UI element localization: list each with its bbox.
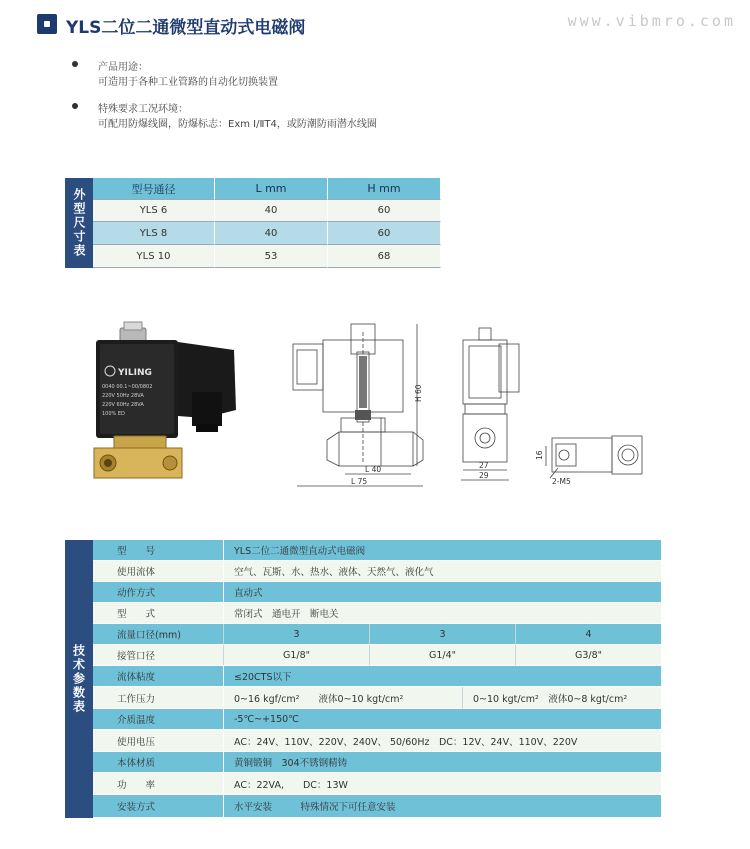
row-label: 使用电压	[93, 730, 223, 752]
cross-section-drawing	[285, 322, 430, 492]
row-label: 功 率	[93, 773, 223, 795]
bottom-view-drawing	[532, 432, 652, 488]
environment-text: 可配用防爆线圈，防爆标志：Exm Ⅰ/ⅡT4，或防潮防雨潜水线圈	[98, 119, 377, 130]
solenoid-valve-photo	[86, 320, 246, 480]
row-label: 流量口径(mm)	[93, 624, 223, 645]
label-line: 0040 00.1~00/0802	[102, 384, 153, 390]
brand-label: YILING	[118, 368, 152, 378]
dimension-table-side-label: 外型尺寸表	[65, 178, 93, 268]
row-value: YLS二位二通微型直动式电磁阀	[223, 540, 661, 561]
dimension-l75: L 75	[351, 477, 368, 486]
row-value: G1/4"	[369, 645, 515, 666]
bullet-dot-icon	[72, 103, 78, 109]
row-value: 3	[223, 624, 369, 645]
cell-l: 40	[215, 200, 328, 222]
table-row	[93, 582, 661, 603]
row-label: 介质温度	[93, 709, 223, 730]
row-value: 0~10 kgt/cm² 液体0~8 kgt/cm²	[462, 687, 661, 709]
row-value: 空气、瓦斯、水、热水、液体、天然气、液化气	[223, 561, 661, 582]
table-row	[93, 752, 661, 773]
usage-text: 可造用于各种工业管路的自动化切换装置	[98, 77, 278, 88]
row-label: 使用流体	[93, 561, 223, 582]
header-model: 型号通径	[93, 178, 215, 200]
dimension-m5: 2-M5	[552, 477, 571, 486]
row-value: ≤20CTS以下	[223, 666, 661, 687]
dimension-29: 29	[479, 471, 489, 480]
page-title: YLS二位二通微型直动式电磁阀	[66, 18, 306, 38]
row-label: 工作压力	[93, 687, 223, 709]
row-label: 安装方式	[93, 795, 223, 818]
row-label: 动作方式	[93, 582, 223, 603]
label-line: 220V 60Hz 28VA	[102, 402, 144, 408]
table-row	[93, 645, 661, 666]
table-row	[93, 245, 441, 268]
cell-l: 40	[215, 222, 328, 245]
row-value: 水平安装 特殊情况下可任意安装	[223, 795, 661, 818]
row-label: 接管口径	[93, 645, 223, 666]
table-row	[93, 624, 661, 645]
row-value: 黄铜锻铜 304不锈钢精铸	[223, 752, 661, 773]
row-label: 流体粘度	[93, 666, 223, 687]
side-view-drawing	[455, 322, 525, 492]
table-row	[93, 666, 661, 687]
row-label: 型 式	[93, 603, 223, 624]
row-label: 型 号	[93, 540, 223, 561]
title-square-icon	[37, 14, 57, 34]
table-row	[93, 200, 441, 222]
cell-model: YLS 10	[93, 245, 215, 268]
table-row	[93, 730, 661, 752]
dimension-table-header	[93, 178, 441, 200]
row-value: 直动式	[223, 582, 661, 603]
table-row	[93, 540, 661, 561]
cell-h: 68	[328, 245, 441, 268]
row-value: 常闭式 通电开 断电关	[223, 603, 661, 624]
header-l: L mm	[215, 178, 328, 200]
cell-model: YLS 8	[93, 222, 215, 245]
environment-heading: 特殊要求工况环境：	[98, 104, 188, 115]
watermark-url: www.vibmro.com	[567, 12, 736, 30]
row-value: -5℃~+150℃	[223, 709, 661, 730]
cell-model: YLS 6	[93, 200, 215, 222]
dimension-27: 27	[479, 461, 489, 470]
header-h: H mm	[328, 178, 441, 200]
cell-h: 60	[328, 200, 441, 222]
table-row	[93, 709, 661, 730]
row-value: 3	[369, 624, 515, 645]
tech-table-side-label: 技术参数表	[65, 540, 93, 818]
dimension-l40: L 40	[365, 465, 382, 474]
table-row	[93, 795, 661, 818]
table-row	[93, 222, 441, 245]
table-row	[93, 561, 661, 582]
label-line: 100% ED	[102, 411, 125, 417]
cell-l: 53	[215, 245, 328, 268]
table-row	[93, 687, 661, 709]
dimension-h60: H 60	[414, 384, 423, 402]
dimension-16: 16	[535, 450, 544, 460]
row-value: AC：24V、110V、220V、240V、 50/60Hz DC：12V、24V、110V、220V	[223, 730, 661, 752]
bullet-dot-icon	[72, 61, 78, 67]
row-label: 本体材质	[93, 752, 223, 773]
row-value: 4	[515, 624, 661, 645]
table-row	[93, 773, 661, 795]
table-row	[93, 603, 661, 624]
row-value: 0~16 kgf/cm² 液体0~10 kgt/cm²	[223, 687, 462, 709]
label-line: 220V 50Hz 28VA	[102, 393, 144, 399]
row-value: G3/8"	[515, 645, 661, 666]
row-value: AC：22VA, DC：13W	[223, 773, 661, 795]
usage-heading: 产品用途：	[98, 62, 148, 73]
cell-h: 60	[328, 222, 441, 245]
row-value: G1/8"	[223, 645, 369, 666]
